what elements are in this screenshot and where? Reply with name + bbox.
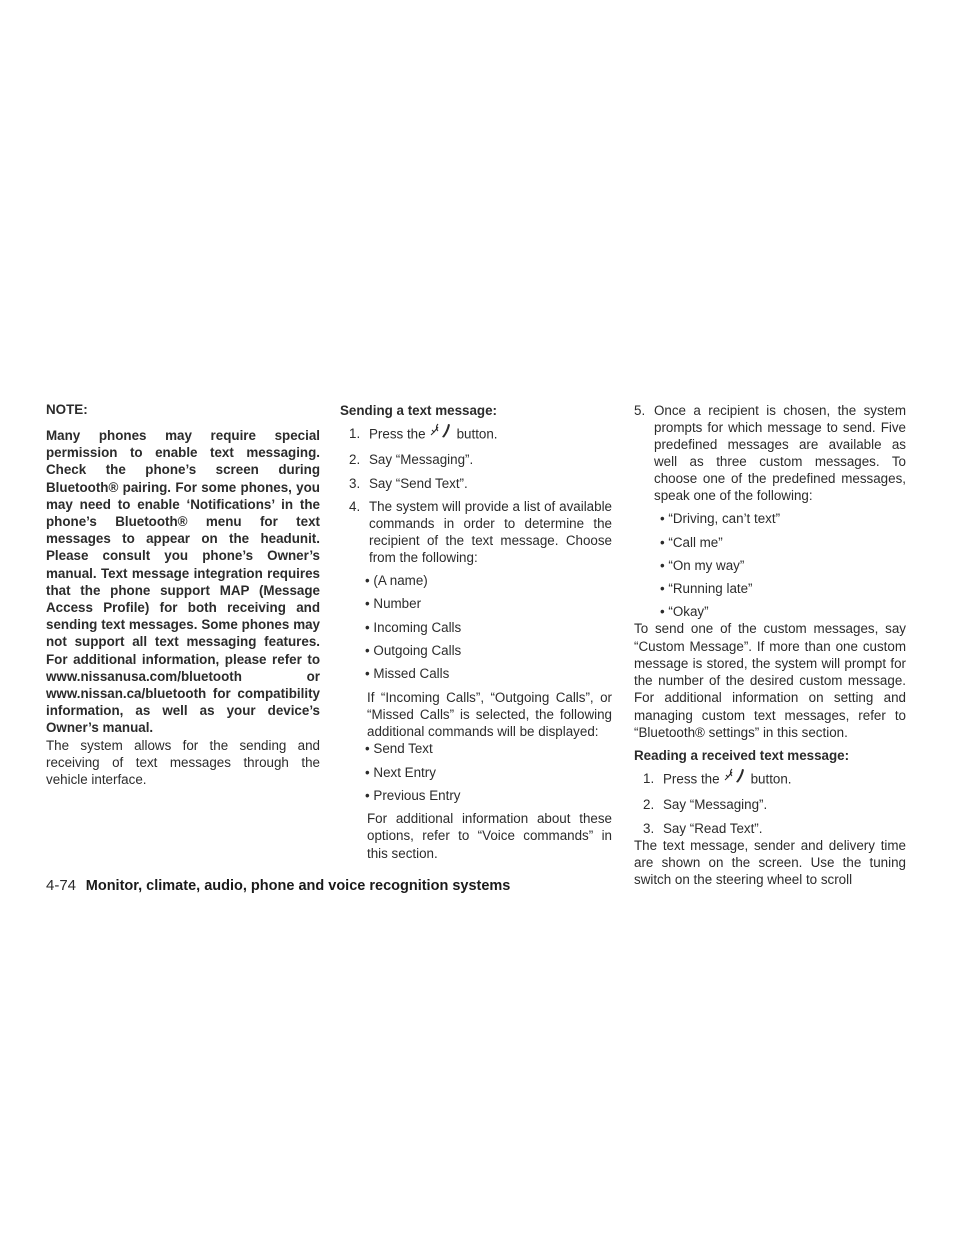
step-text: Say “Read Text”. — [663, 820, 763, 836]
more-info-paragraph: For additional information about these options, refer to “Voice commands” in this section. — [367, 811, 612, 861]
note-body: Many phones may require special permission to enable text messaging. Check the phone’s screen during Bluetooth® pairing. For some phones, you may need to enable ‘Notifications’ in the phone’s Bluetooth® menu for text messages to appear on the headunit. Please consult you phone’s Owner’s manual. Text message integration requires that the phone support MAP (Message Access Profile) for both receiving and sending text messages. Some phones may not support all text messaging features. For additional information, please refer to www.nissanusa.com/bluetooth or www.nissan.ca/bluetooth for compatibility information, as well as your device’s Owner’s manual. — [46, 428, 320, 736]
send-step-5 — [634, 402, 906, 504]
read-step-3 — [634, 820, 906, 837]
step-text: Say “Send Text”. — [369, 475, 468, 491]
option-item: • (A name) — [365, 573, 428, 589]
step-number: 3. — [643, 820, 655, 836]
middle-column — [340, 402, 612, 862]
selection-note: If “Incoming Calls”, “Outgoing Calls”, or “Missed Calls” is selected, the following additional commands will be displayed: — [367, 689, 612, 740]
left-column — [46, 402, 320, 788]
step-text: Say “Messaging”. — [369, 452, 474, 468]
predefined-message-item: • “Okay” — [660, 604, 709, 620]
voice-command-icon — [723, 767, 745, 787]
command-item: • Next Entry — [365, 764, 436, 780]
note-heading: NOTE: — [46, 402, 88, 417]
predefined-message-item: • “Call me” — [660, 534, 723, 550]
predefined-message-item: • “Running late” — [660, 581, 753, 597]
predefined-message-item: • “On my way” — [660, 557, 745, 573]
page-footer — [46, 877, 510, 895]
voice-command-icon — [429, 422, 451, 442]
page-number: 4-74 — [46, 877, 77, 894]
step-text-after: button. — [750, 771, 792, 787]
step-text-after: button. — [456, 426, 498, 442]
step-number: 3. — [349, 475, 361, 491]
step-number: 5. — [634, 403, 646, 418]
step-number: 2. — [349, 452, 361, 468]
read-step-2 — [634, 796, 906, 813]
step-text: Press the — [369, 426, 426, 442]
option-item: • Missed Calls — [365, 666, 450, 682]
command-item: • Send Text — [365, 741, 433, 757]
step-number: 1. — [349, 426, 361, 441]
step-text: Once a recipient is chosen, the system prompts for which message to send. Five predefined messages are available as well as three custom messages. To choose one of the predefined messages, speak one of the following: — [654, 403, 906, 503]
right-column — [634, 402, 906, 888]
step-text: Say “Messaging”. — [663, 797, 768, 813]
send-step-4 — [340, 498, 612, 566]
step-number: 4. — [349, 498, 361, 514]
command-item: • Previous Entry — [365, 787, 461, 803]
option-item: • Outgoing Calls — [365, 643, 462, 659]
send-step-3 — [340, 475, 612, 492]
step-number: 1. — [643, 770, 655, 786]
send-step-2 — [340, 451, 612, 468]
option-item: • Number — [365, 596, 422, 612]
step-text: Press the — [663, 771, 720, 787]
sending-heading: Sending a text message: — [340, 403, 498, 418]
reading-heading: Reading a received text message: — [634, 747, 850, 763]
final-paragraph: The text message, sender and delivery time are shown on the screen. Use the tuning switch on the steering wheel to scroll — [634, 837, 906, 887]
step-number: 2. — [643, 797, 655, 813]
predefined-message-item: • “Driving, can’t text” — [660, 511, 781, 527]
intro-paragraph: The system allows for the sending and receiving of text messages through the vehicle interface. — [46, 737, 320, 788]
read-step-1 — [634, 770, 906, 790]
send-step-1 — [340, 425, 612, 445]
section-title: Monitor, climate, audio, phone and voice recognition systems — [85, 878, 511, 894]
custom-message-paragraph: To send one of the custom messages, say “Custom Message”. If more than one custom message is stored, the system will prompt for the number of the desired custom message. For additional information on setting and managing custom text messages, refer to “Bluetooth® settings” in this section. — [634, 621, 906, 740]
step-text: The system will provide a list of available commands in order to determine the recipient of the text message. Choose from the following: — [369, 498, 612, 565]
option-item: • Incoming Calls — [365, 619, 462, 635]
